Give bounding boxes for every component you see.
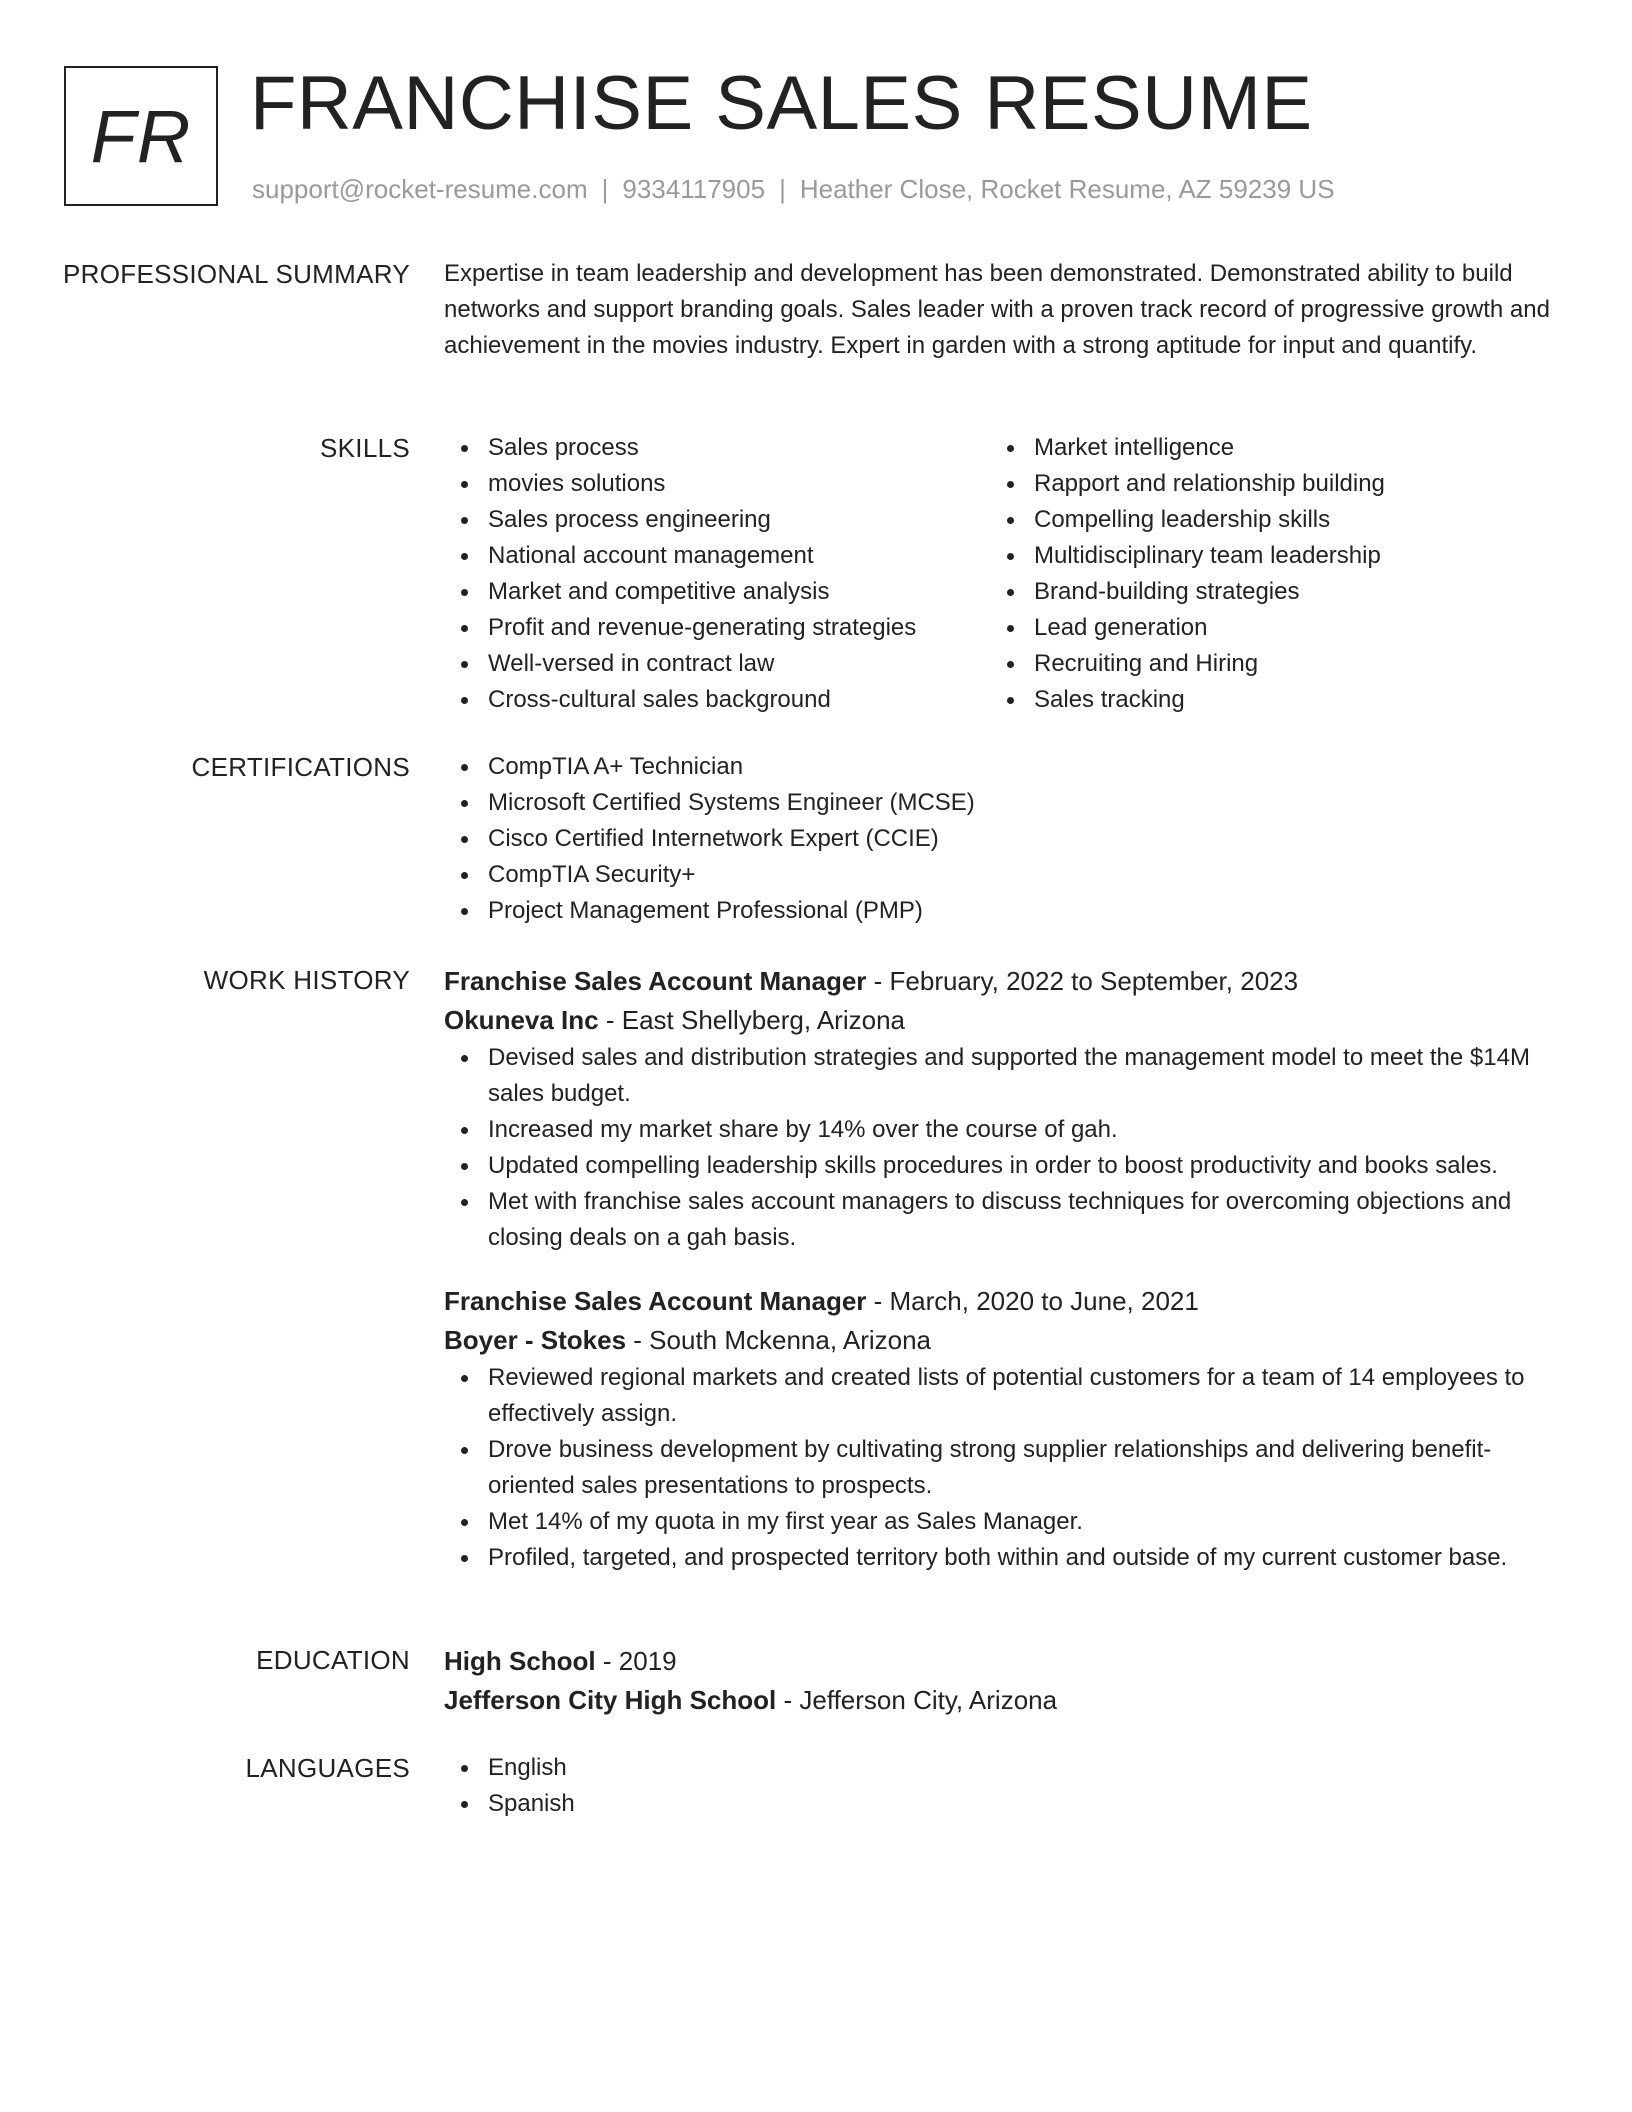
section-label-education: EDUCATION: [256, 1645, 410, 1675]
resume-title: FRANCHISE SALES RESUME: [250, 61, 1313, 146]
section-label-languages: LANGUAGES: [245, 1753, 410, 1783]
education-degree-line: [444, 1642, 1554, 1681]
job-title: Franchise Sales Account Manager: [444, 966, 867, 996]
job-title-line: [444, 962, 1554, 1001]
skills-list-left: [444, 430, 990, 718]
job-dates: - March, 2020 to June, 2021: [866, 1286, 1199, 1316]
job-entry: [444, 1282, 1554, 1576]
resume-header: [64, 61, 1564, 216]
job-company-line: [444, 1321, 1554, 1360]
job-location: - East Shellyberg, Arizona: [598, 1005, 906, 1035]
education-year: - 2019: [595, 1646, 677, 1676]
job-title: Franchise Sales Account Manager: [444, 1286, 867, 1316]
job-bullet: Met 14% of my quota in my first year as Sales Manager.: [444, 1504, 1554, 1540]
monogram-box: FR: [64, 66, 218, 206]
contact-line: [252, 174, 1335, 205]
job-company: Boyer - Stokes: [444, 1325, 627, 1355]
education-location: - Jefferson City, Arizona: [776, 1685, 1058, 1715]
skill-item: National account management: [444, 538, 990, 574]
certifications-list: [444, 749, 1554, 929]
contact-email: support@rocket-resume.com: [252, 174, 588, 204]
job-title-line: [444, 1282, 1554, 1321]
skill-item: Multidisciplinary team leadership: [990, 538, 1536, 574]
language-item: Spanish: [444, 1786, 1554, 1822]
skill-item: Sales tracking: [990, 682, 1536, 718]
section-label-certifications: CERTIFICATIONS: [191, 752, 410, 782]
certification-item: Project Management Professional (PMP): [444, 893, 1554, 929]
contact-phone: 9334117905: [622, 174, 766, 204]
job-bullet: Profiled, targeted, and prospected territory both within and outside of my current customer base.: [444, 1540, 1554, 1576]
contact-separator: |: [601, 174, 609, 204]
job-bullet: Devised sales and distribution strategies and supported the management model to meet the $14M sales budget.: [444, 1040, 1554, 1112]
certification-item: Cisco Certified Internetwork Expert (CCIE): [444, 821, 1554, 857]
summary-text: Expertise in team leadership and development has been demonstrated. Demonstrated ability to build networks and support branding goals. Sales leader with a proven track record of progressive growth and achievement in the movies industry. Expert in garden with a strong aptitude for input and quantify.: [444, 260, 1550, 359]
job-bullet: Met with franchise sales account managers to discuss techniques for overcoming objections and closing deals on a gah basis.: [444, 1184, 1554, 1256]
skills-list-right: [990, 430, 1536, 718]
job-company: Okuneva Inc: [444, 1005, 599, 1035]
job-bullets: [444, 1360, 1554, 1576]
skill-item: Sales process: [444, 430, 990, 466]
skill-item: Compelling leadership skills: [990, 502, 1536, 538]
skill-item: Sales process engineering: [444, 502, 990, 538]
education-school: Jefferson City High School: [444, 1685, 777, 1715]
job-dates: - February, 2022 to September, 2023: [866, 966, 1299, 996]
section-label-summary: PROFESSIONAL SUMMARY: [63, 259, 410, 289]
language-item: English: [444, 1750, 1554, 1786]
job-entry: [444, 962, 1554, 1256]
job-company-line: [444, 1001, 1554, 1040]
job-bullet: Updated compelling leadership skills procedures in order to boost productivity and books sales.: [444, 1148, 1554, 1184]
skill-item: Profit and revenue-generating strategies: [444, 610, 990, 646]
skill-item: movies solutions: [444, 466, 990, 502]
certification-item: CompTIA Security+: [444, 857, 1554, 893]
skill-item: Market and competitive analysis: [444, 574, 990, 610]
skill-item: Recruiting and Hiring: [990, 646, 1536, 682]
job-bullets: [444, 1040, 1554, 1256]
contact-separator: |: [779, 174, 786, 204]
job-bullet: Reviewed regional markets and created lists of potential customers for a team of 14 employees to effectively assign.: [444, 1360, 1554, 1432]
skill-item: Market intelligence: [990, 430, 1536, 466]
education-school-line: [444, 1681, 1554, 1720]
section-label-skills: SKILLS: [320, 433, 410, 463]
languages-list: [444, 1750, 1554, 1822]
certification-item: Microsoft Certified Systems Engineer (MCSE): [444, 785, 1554, 821]
education-degree: High School: [444, 1646, 596, 1676]
skill-item: Cross-cultural sales background: [444, 682, 990, 718]
section-label-work-history: WORK HISTORY: [203, 965, 410, 995]
skill-item: Well-versed in contract law: [444, 646, 990, 682]
certification-item: CompTIA A+ Technician: [444, 749, 1554, 785]
skill-item: Lead generation: [990, 610, 1536, 646]
job-bullet: Increased my market share by 14% over the course of gah.: [444, 1112, 1554, 1148]
job-location: - South Mckenna, Arizona: [626, 1325, 932, 1355]
job-bullet: Drove business development by cultivating strong supplier relationships and delivering benefit-oriented sales presentations to prospects.: [444, 1432, 1554, 1504]
skill-item: Brand-building strategies: [990, 574, 1536, 610]
contact-address: Heather Close, Rocket Resume, AZ 59239 US: [799, 174, 1335, 204]
skill-item: Rapport and relationship building: [990, 466, 1536, 502]
